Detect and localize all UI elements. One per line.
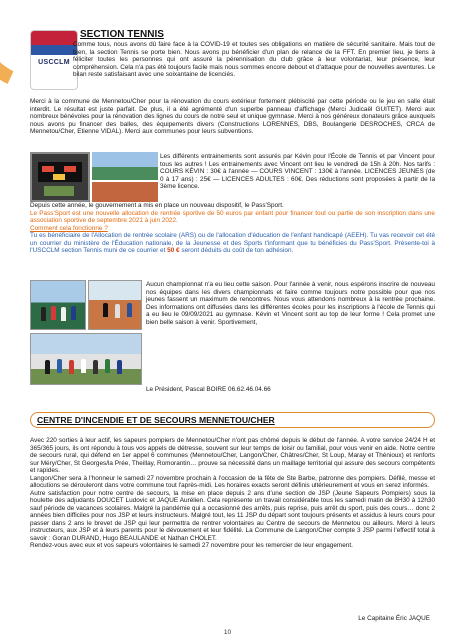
fire-section-body bbox=[30, 437, 435, 550]
club-crest-logo bbox=[30, 30, 78, 90]
fire-section-title: CENTRE D'INCENDIE ET DE SECOURS MENNETOU/CHER bbox=[37, 415, 275, 425]
pass-sport-how-link[interactable]: Comment cela fonctionne ? bbox=[30, 224, 108, 232]
tennis-training-paragraph: Les différents entrainements sont assurés par Kévin pour l'École de Tennis et par Vincent pour tous les autres ! Les entrainements avec Vincent ont lieu le vendredi de 15h à 20h. Nos tarifs : COURS KÉVIN : 30€ à l'année — COURS VINCENT : 130€ à l'année. LICENCES JEUNES (de 0 à 17 ans) : 25€ — LICENCES ADULTES : 60€. Des réductions sont proposées à partir de la 3ème licence. bbox=[160, 153, 435, 190]
championship-paragraph: Aucun championnat n'a eu lieu cette saison. Pour l'année à venir, nous espérons inscrire de nouveau nos équipes dans les divers championnats et faire comme toujours notre possible pour que nos jeunes fassent un maximum de rencontres. Nous vous attendons nombreux à la rentrée prochaine. Des informations ont diffusées dans les différentes écoles pour les inscriptions à l'école de Tennis qui a eu lieu le 09/09/2021 au gymnase. Kévin et Vincent sont au top de leur forme ! Cela promet une bien belle saison à venir. Sportivement, bbox=[146, 281, 435, 326]
players-photo-2 bbox=[88, 280, 142, 330]
scoreboard-photo bbox=[30, 152, 90, 202]
tennis-intro-paragraph: Comme tous, nous avons dû faire face à la COVID-19 et toutes ses obligations en matière de sécurité sanitaire. Mais tout de bien, la section Tennis se porte bien. Nous avons pu bénéficier d'un plan de relance de la FFT. En premier lieu, je tiens à féliciter toutes les personnes qui ont assuré la pérennisation du club grâce à leur volontariat, leur présence, leur compréhension. Cela n'a pas été toujours facile mais nous sommes encore debout et d'attaque pour de nouvelles aventures. Le bilan reste satisfaisant avec une soixantaine de licenciés. bbox=[73, 41, 435, 78]
crest-text: USCCLM bbox=[38, 59, 70, 66]
page-number: 10 bbox=[223, 629, 232, 636]
tennis-thanks-paragraph: Merci à la commune de Mennetou/Cher pour la rénovation du cours extérieur fortement plébiscité par cette période ou le jeu en salle était interdit. Le résultat est juste parfait. De plus, il a été agrémenté d'un superbe panneau d'affichage (Merci Judicaël GUITET). Merci aux nombreux bénévoles pour la rénovation des lignes du cours de notre seul et unique gymnase. Merci à nos généreux donateurs grâce auxquels nous avons pu financer des balles, des équipements divers (Constructions LORENNES, DBS, Boulangerie DESROCHES, CRCA de Mennetou/Cher, Etienne VIDAL). Merci aux communes pour leurs subventions. bbox=[30, 98, 435, 135]
players-photo-1 bbox=[30, 280, 86, 330]
pass-sport-description: Le Pass'Sport est une nouvelle allocation de rentrée sportive de 50 euros par enfant pour financer tout ou partie de son inscription dans une association sportive de septembre 2021 à juin 2022. bbox=[30, 209, 435, 224]
pass-sport-amount: 50 € bbox=[167, 247, 180, 254]
pass-sport-eligibility: Tu es bénéficiaire de l'Allocation de rentrée scolaire (ARS) ou de l'allocation d'éducation de l'enfant handicapé (AEEH). Tu vas recevoir cet été un courrier du ministère de l'Éducation nationale, de la Jeunesse et des Sports t'informant que tu bénéficies du Pass'Sport. Présente-toi à l'USCCLM section Tennis muni de ce courrier et bbox=[30, 232, 435, 254]
section-tennis-title: SECTION TENNIS bbox=[80, 29, 164, 40]
fire-section-banner bbox=[30, 412, 435, 428]
fire-paragraph-1: Avec 220 sorties à leur actif, les sapeurs pompiers de Mennetou/Cher n'ont pas chômé depuis le début de l'année. A votre service 24/24 H et 365/365 jours, ils ont répondu à tous vos appels de détresse, souvent sur leur temps de loisir ou familial, pour vous venir en aide. Notre centre de secours rural, qui défend en 1er appel 6 communes (Mennetou/Cher, Langon/Cher, Châtres/Cher, St Loup, Maray et Théniouх) et renforts sur Méry/Cher, St Georges/la Prée, Theillay, Romorantin… prouve sa nécessité dans un maillage territorial qui assure des secours compétents et rapides. bbox=[30, 437, 435, 474]
pass-sport-intro: Depuis cette année, le gouvernement a mis en place un nouveau dispositif, le Pass'Sport. bbox=[30, 202, 284, 209]
group-photo bbox=[30, 333, 142, 385]
pass-sport-paragraph bbox=[30, 202, 435, 255]
fire-paragraph-2: Langon/Cher sera à l'honneur le samedi 27 novembre prochain à l'occasion de la fête de Ste Barbe, patronne des pompiers. Défilé, messe et allocutions se dérouleront dans votre commune tout l'après-midi. Les horaires exacts seront définis ultérieurement et vous en serez informés. bbox=[30, 474, 435, 489]
pass-sport-eligibility-end: seront déduits du coût de ton adhésion. bbox=[181, 247, 294, 254]
tennis-photo-collage bbox=[30, 280, 142, 385]
fire-signature: Le Capitaine Éric JAQUE bbox=[358, 615, 430, 622]
fire-paragraph-4: Rendez-vous avec eux et vos sapeurs volontaires le samedi 27 novembre pour les remercier de leur engagement. bbox=[30, 542, 353, 549]
tennis-signature: Le Président, Pascal BOIRE 06.62.46.04.66 bbox=[146, 386, 271, 393]
tennis-court-photo bbox=[92, 152, 158, 202]
fire-paragraph-3: Autre satisfaction pour notre centre de secours, la mise en place depuis 2 ans d'une section de JSP (Jeune Sapeurs Pompiers) sous la houlette des adjudants DOUCET Ludovic et JAQUE Aurélien. Cela représente un travail considérable tous les samedi matin de 8H30 à 12h30 sauf période de vacances scolaires. Malgré la pandémie qui a occasionné des arrêts, puis reprise, puis arrêt du sport, puis des cours… donc 2 années bien difficiles pour nos JSP et leurs instructeurs. Malgré tout, les 11 JSP du départ sont toujours présents et assidus à leurs cours pour passer dans 2 ans le brevet de JSP qui leur permettra de rentrer volontaires au Centre de secours de Mennetou ou ailleurs. Merci à leurs instructeurs, aux JSP et à leurs parents pour le dévouement et leur fidélité. La Commune de Langon/Cher compte 3 JSP parmi l'effectif total à savoir : Goran DURAND, Hugo BEAULANDE et Nathan CHOLET. bbox=[30, 489, 435, 542]
